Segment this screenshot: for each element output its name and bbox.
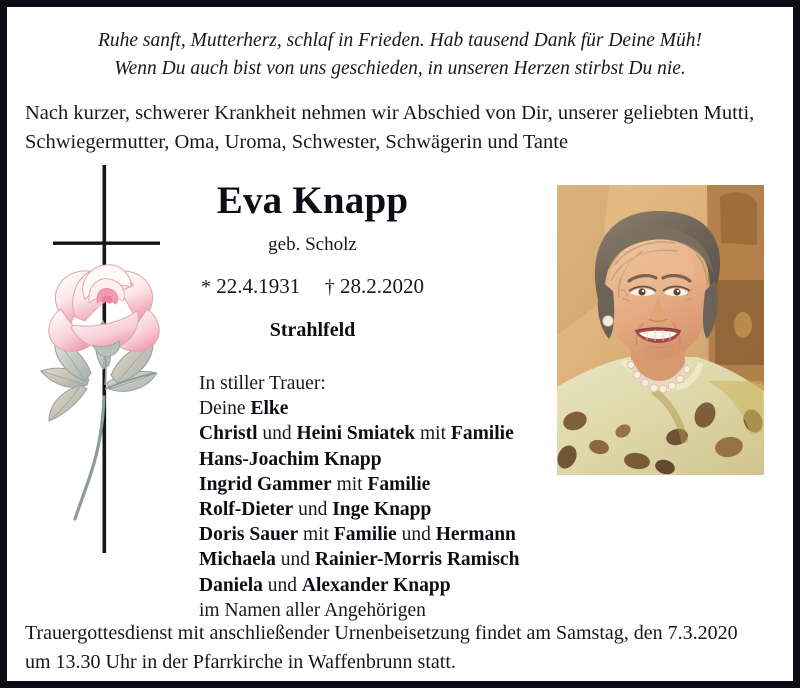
leaf-cluster-left [41,339,91,421]
pearl-earring [603,316,613,326]
deceased-name: Eva Knapp [216,179,409,222]
epigraph-line-1: Ruhe sanft, Mutterherz, schlaf in Frieden. Hab tausend Dank für Deine Müh! [97,30,703,51]
deceased-name-block [185,179,440,342]
life-dates [185,273,440,300]
epigraph-verse [7,27,793,83]
intro-line-2: Schwiegermutter, Oma, Uroma, Schwester, Schwägerin und Tante [25,131,569,153]
mourner-line: Deine Elke [199,398,289,420]
mourner-line: Ingrid Gammer mit Familie [199,473,431,495]
death-date: 28.2.2020 [340,274,424,298]
service-line-2: um 13.30 Uhr in der Pfarrkirche in Waffenbrunn statt. [25,651,456,673]
death-symbol: † [324,276,335,298]
maiden-name: geb. Scholz [268,234,357,255]
portrait-photo [557,185,764,475]
mourner-line: Doris Sauer mit Familie und Hermann [199,524,516,546]
birth-date: 22.4.1931 [216,274,301,298]
mourner-line: Christl und Heini Smiatek mit Familie [199,423,514,445]
funeral-service-info [25,619,777,677]
mourner-line: Michaela und Rainier-Morris Ramisch [199,549,520,571]
service-line-1: Trauergottesdienst mit anschließender Urnenbeisetzung findet am Samstag, den 7.3.2020 [25,622,738,644]
mourner-line: Daniela und Alexander Knapp [199,574,451,596]
birth-symbol: * [201,276,211,298]
intro-paragraph [25,99,775,157]
mourner-line: Hans-Joachim Knapp [199,448,382,470]
notice-inner-area [7,7,793,681]
intro-line-1: Nach kurzer, schwerer Krankheit nehmen wir Abschied von Dir, unserer geliebten Mutti, [25,102,755,124]
mourner-line: Rolf-Dieter und Inge Knapp [199,499,432,521]
cross-and-rose-illustration [27,157,192,577]
epigraph-line-2: Wenn Du auch bist von uns geschieden, in unseren Herzen stirbst Du nie. [114,58,686,79]
mourners-heading: In stiller Trauer: [199,373,326,394]
mourners-list [199,371,559,623]
home-town: Strahlfeld [269,319,356,341]
mourners-closing-line: im Namen aller Angehörigen [199,599,426,621]
